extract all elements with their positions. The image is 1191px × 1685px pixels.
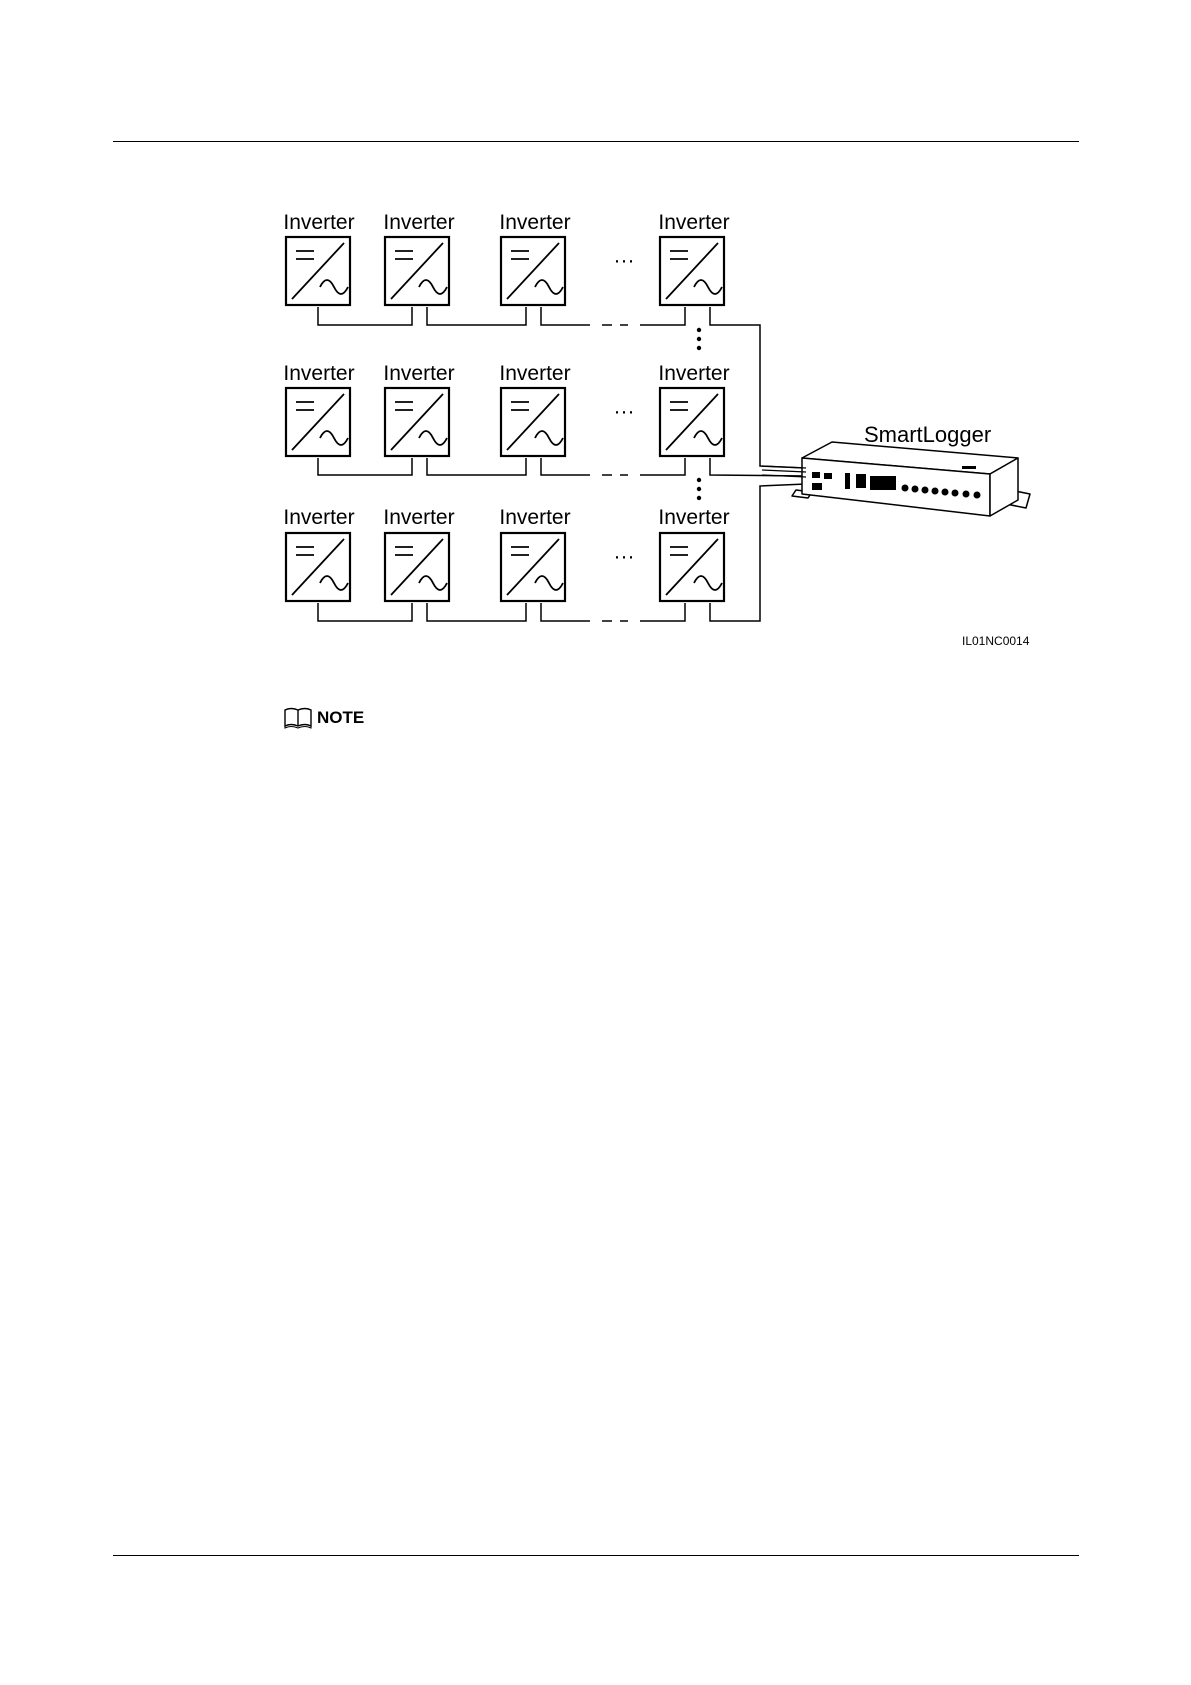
inverter-1-3 — [499, 211, 570, 305]
bus-segment — [640, 603, 685, 621]
bus-segment — [640, 307, 685, 325]
inverter-1-4 — [658, 211, 729, 305]
bus-segment — [640, 458, 685, 475]
note-label: NOTE — [317, 708, 365, 727]
continuation-dot — [697, 328, 701, 332]
smartlogger-device — [762, 442, 1030, 516]
inverter-label: Inverter — [499, 362, 571, 385]
inverter-label: Inverter — [658, 506, 730, 529]
ellipsis: ··· — [613, 400, 635, 423]
inverter-2-4 — [658, 362, 729, 456]
inverter-label: Inverter — [499, 506, 571, 529]
bus-segment — [427, 307, 526, 325]
inverter-1-2 — [383, 211, 454, 305]
inverter-label: Inverter — [283, 506, 355, 529]
inverter-3-2 — [383, 506, 454, 601]
bus-segment — [541, 603, 590, 621]
inverter-rows — [283, 211, 729, 601]
inverter-1-1 — [283, 211, 354, 305]
continuation-dot — [697, 496, 701, 500]
bus-segment — [427, 603, 526, 621]
inverter-3-3 — [499, 506, 570, 601]
bus-segment — [427, 458, 526, 475]
note-heading — [283, 705, 364, 731]
footer-rule — [113, 1555, 1079, 1556]
continuation-dot — [697, 346, 701, 350]
inverter-label: Inverter — [283, 211, 355, 234]
bus-segment — [318, 458, 412, 475]
inverter-2-1 — [283, 362, 354, 456]
bus-segment — [318, 603, 412, 621]
ellipsis: ··· — [613, 249, 635, 272]
inverter-label: Inverter — [499, 211, 571, 234]
continuation-dot — [697, 487, 701, 491]
book-icon — [283, 706, 313, 730]
inverter-label: Inverter — [383, 506, 455, 529]
figure-code: IL01NC0014 — [962, 634, 1030, 648]
network-diagram — [0, 0, 1191, 700]
inverter-2-3 — [499, 362, 570, 456]
inverter-label: Inverter — [383, 211, 455, 234]
inverter-label: Inverter — [283, 362, 355, 385]
smartlogger-label: SmartLogger — [864, 422, 992, 447]
inverter-label: Inverter — [658, 211, 730, 234]
bus-segment — [541, 307, 590, 325]
inverter-3-1 — [283, 506, 354, 601]
continuation-dot — [697, 478, 701, 482]
ellipsis: ··· — [613, 545, 635, 568]
inverter-2-2 — [383, 362, 454, 456]
inverter-3-4 — [658, 506, 729, 601]
inverter-label: Inverter — [383, 362, 455, 385]
continuation-dot — [697, 337, 701, 341]
inverter-label: Inverter — [658, 362, 730, 385]
bus-segment — [541, 458, 590, 475]
bus-segment — [318, 307, 412, 325]
